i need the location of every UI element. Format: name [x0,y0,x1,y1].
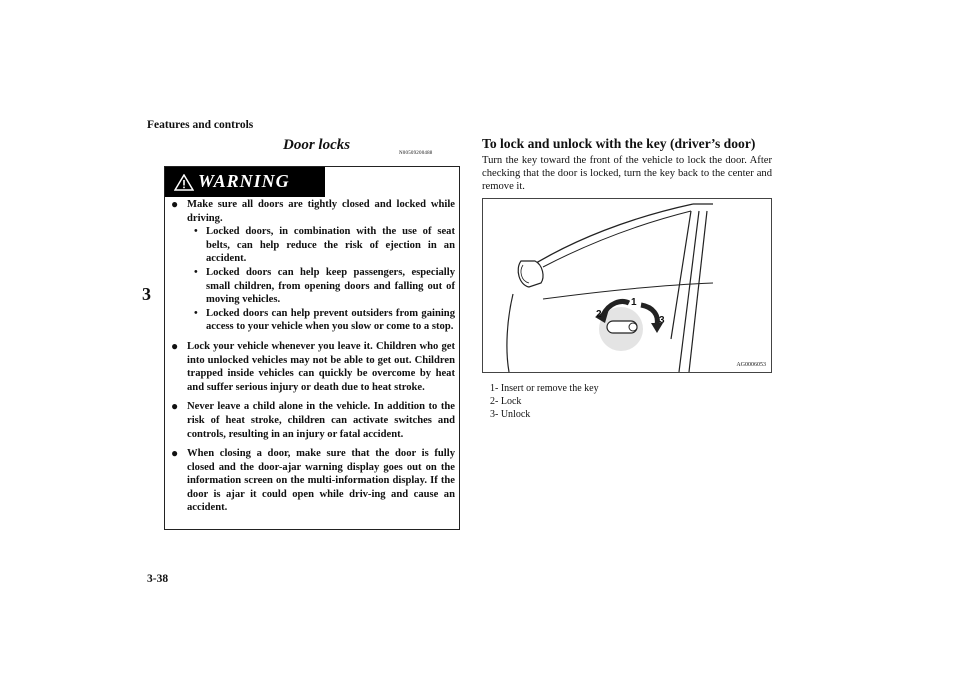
sub-bullet-icon: • [194,307,198,319]
chapter-tab-marker [110,140,132,530]
chapter-tab: 3 [142,284,151,304]
callout-label: 3 [659,315,665,326]
warning-triangle-icon [174,174,194,191]
warning-item-3 [171,400,455,441]
warning-item-1 [171,198,455,334]
instruction-text: Turn the key toward the front of the vehicle to lock the door. After checking that the door is locked, turn the key back to the center and remove it. [482,155,772,192]
section-heading: To lock and unlock with the key (driver’s door) [482,136,756,151]
warning-subitem [187,307,455,334]
bullet-icon: ● [171,399,179,414]
warning-subitem-text: Locked doors, in combination with the use of seat belts, can help reduce the risk of ejection in an accident. [206,226,455,265]
document-code: N00509200488 [399,151,433,156]
warning-subitem-text: Locked doors can help prevent outsiders from gaining access to your vehicle when you slow or come to a stop. [206,307,455,333]
callout-label: 2 [596,309,602,320]
page-number: 3-38 [147,573,169,585]
warning-title-bar [165,167,325,197]
warning-item-text: Never leave a child alone in the vehicle. In addition to the risk of heat stroke, children can activate switches and controls, resulting in an injury or fatal accident. [187,401,455,440]
section-header: Features and controls [147,119,254,131]
callout-label: 1 [631,297,637,308]
figure-code: AG0006053 [736,362,766,368]
page-title: Door locks [283,137,351,153]
warning-list [171,198,455,521]
legend-item: 3- Unlock [490,409,531,420]
warning-item-text: Lock your vehicle whenever you leave it. Children who get into unlocked vehicles may not be able to get out. Children trapped inside vehicles can quickly be overcome by heat and suffer serious injury or death due to heat stroke. [187,340,455,393]
warning-title: WARNING [198,171,290,191]
sub-bullet-icon: • [194,266,198,278]
warning-item-text: Make sure all doors are tightly closed and locked while driving. [187,199,455,224]
warning-item-text: When closing a door, make sure that the door is fully closed and the door-ajar warning display goes out on the information screen on the multi-information display. If the door is ajar it could open while driv-ing and cause an accident. [187,448,455,514]
door-lock-illustration [482,198,772,373]
warning-subitem [187,266,455,307]
bullet-icon: ● [171,197,179,211]
car-door-drawing [483,199,771,372]
warning-item-4 [171,447,455,515]
bullet-icon: ● [171,446,179,461]
warning-box [164,166,460,530]
legend-item: 1- Insert or remove the key [490,383,599,394]
warning-subitem [187,225,455,266]
sub-bullet-icon: • [194,226,198,238]
warning-subitem-text: Locked doors can help keep passengers, especially small children, from opening doors and falling out of moving vehicles. [206,266,455,306]
bullet-icon: ● [171,338,179,353]
warning-item-2 [171,340,455,394]
legend-item: 2- Lock [490,396,522,407]
